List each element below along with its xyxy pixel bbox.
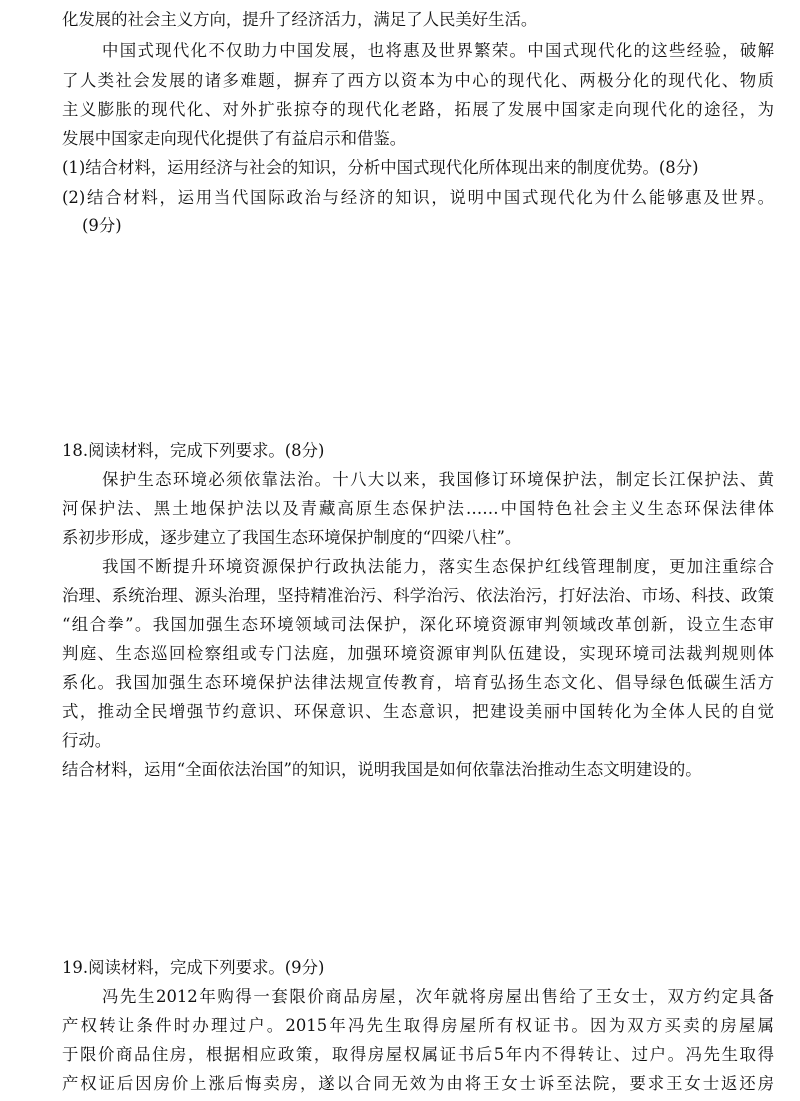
- q17-line-5: 发展中国家走向现代化提供了有益启示和借鉴。: [62, 129, 407, 148]
- q17-line-3: 了人类社会发展的诸多难题，摒弃了西方以资本为中心的现代化、两极分化的现代化、物质: [62, 71, 774, 90]
- q18-heading: 18.阅读材料，完成下列要求。(8分): [62, 441, 325, 460]
- q19-line-1: 冯先生2012年购得一套限价商品房屋，次年就将房屋出售给了王女士，双方约定具备: [102, 987, 774, 1006]
- q18-line-3: 系初步形成，逐步建立了我国生态环境保护制度的“四梁八柱”。: [62, 528, 522, 547]
- q18-line-8: 系化。我国加强生态环境保护法律法规宣传教育，培育弘扬生态文化、倡导绿色低碳生活方: [62, 673, 774, 692]
- q17-line-1: 化发展的社会主义方向，提升了经济活力，满足了人民美好生活。: [62, 10, 538, 29]
- q19-line-3: 于限价商品住房，根据相应政策，取得房屋权属证书后5年内不得转让、过户。冯先生取得: [62, 1045, 774, 1064]
- q18-line-1: 保护生态环境必须依靠法治。十八大以来，我国修订环境保护法，制定长江保护法、黄: [102, 470, 774, 489]
- q18-line-6: “组合拳”。我国加强生态环境领域司法保护，深化环境资源审判领域改革创新，设立生态审: [62, 615, 774, 634]
- q17-line-4: 主义膨胀的现代化、对外扩张掠夺的现代化老路，拓展了发展中国家走向现代化的途径，为: [62, 100, 774, 119]
- q18-line-2: 河保护法、黑土地保护法以及青藏高原生态保护法……中国特色社会主义生态环保法律体: [62, 499, 774, 518]
- q19-heading: 19.阅读材料，完成下列要求。(9分): [62, 958, 325, 977]
- q18-line-4: 我国不断提升环境资源保护行政执法能力，落实生态保护红线管理制度，更加注重综合: [102, 557, 774, 576]
- q18-line-9: 式，推动全民增强节约意识、环保意识、生态意识，把建设美丽中国转化为全体人民的自觉: [62, 702, 774, 721]
- q18-question: 结合材料，运用“全面依法治国”的知识，说明我国是如何依靠法治推动生态文明建设的。: [62, 760, 702, 779]
- q17-subquestion-2-points: (9分): [82, 216, 122, 235]
- q18-line-10: 行动。: [62, 731, 112, 750]
- q18-line-7: 判庭、生态巡回检察组或专门法庭，加强环境资源审判队伍建设，实现环境司法裁判规则体: [62, 644, 774, 663]
- q17-subquestion-1: (1)结合材料，运用经济与社会的知识，分析中国式现代化所体现出来的制度优势。(8分): [62, 158, 699, 177]
- q17-subquestion-2: (2)结合材料，运用当代国际政治与经济的知识，说明中国式现代化为什么能够惠及世界。: [62, 188, 774, 207]
- q18-line-5: 治理、系统治理、源头治理，坚持精准治污、科学治污、依法治污，打好法治、市场、科技、政策: [62, 586, 774, 605]
- q19-line-2: 产权转让条件时办理过户。2015年冯先生取得房屋所有权证书。因为双方买卖的房屋属: [62, 1016, 774, 1035]
- q17-line-2: 中国式现代化不仅助力中国发展，也将惠及世界繁荣。中国式现代化的这些经验，破解: [102, 41, 774, 60]
- q19-line-4: 产权证后因房价上涨后悔卖房，遂以合同无效为由将王女士诉至法院，要求王女士返还房: [62, 1074, 774, 1093]
